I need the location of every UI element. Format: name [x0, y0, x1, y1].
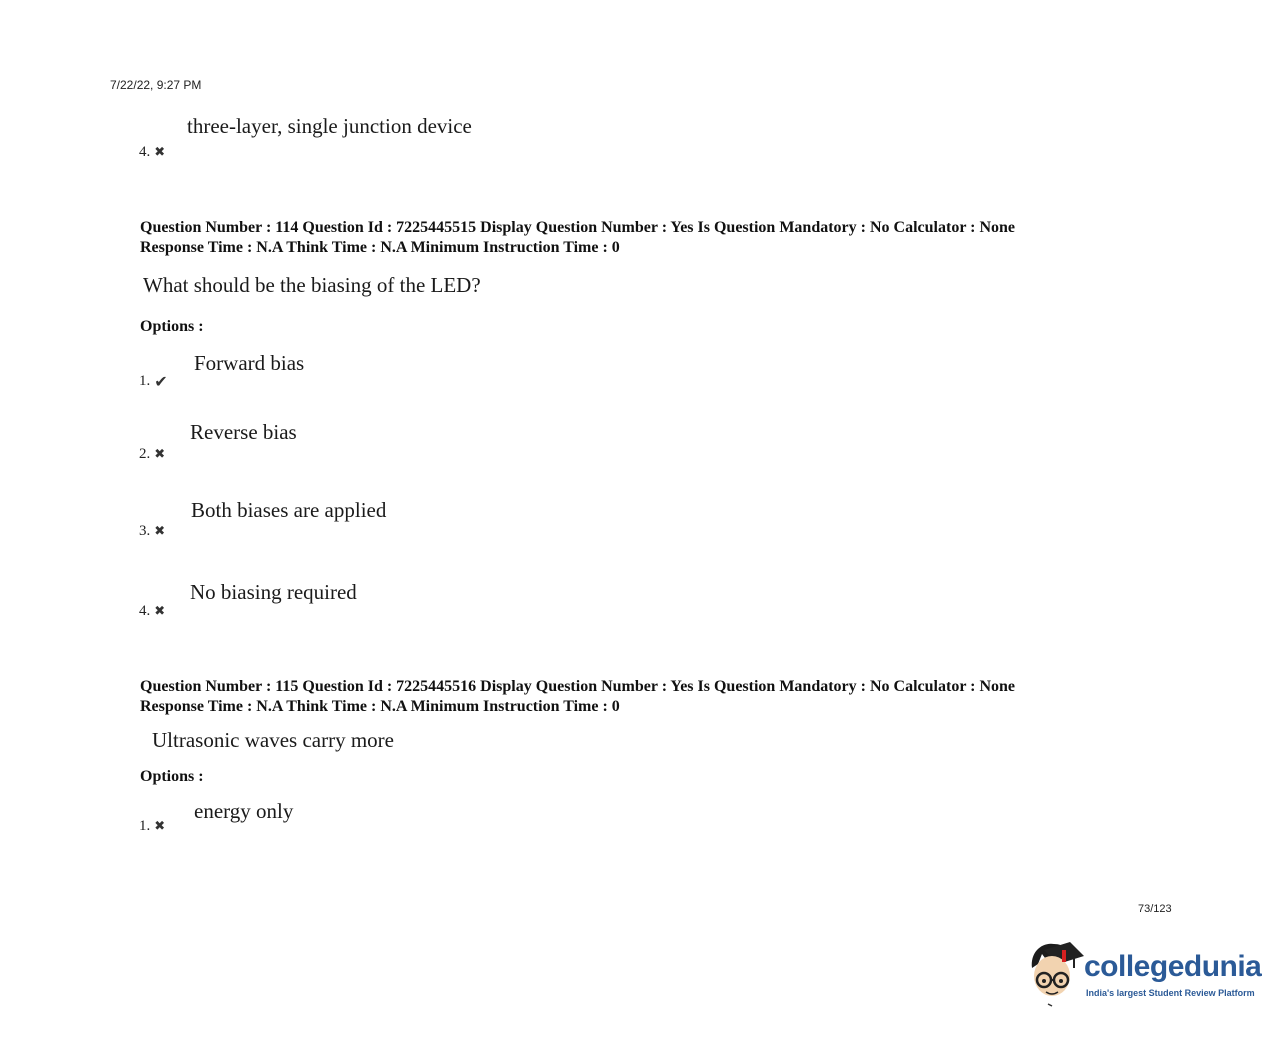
wrong-mark-icon: ✖: [154, 819, 166, 834]
option-number: [139, 372, 168, 391]
wrong-mark-icon: ✖: [154, 604, 166, 619]
print-timestamp: 7/22/22, 9:27 PM: [110, 78, 202, 92]
logo-brand-text: collegedunia: [1084, 950, 1262, 983]
logo-tagline: India's largest Student Review Platform: [1086, 988, 1255, 998]
question-text: Ultrasonic waves carry more: [152, 728, 394, 752]
option-text: Both biases are applied: [191, 498, 387, 522]
page-number: 73/123: [1138, 903, 1172, 915]
question-meta: [140, 677, 1015, 717]
option-number: [139, 523, 165, 540]
option-number: [139, 446, 165, 463]
option-text: three-layer, single junction device: [187, 114, 472, 138]
question-meta: [140, 218, 1015, 258]
correct-check-icon: ✔: [154, 372, 168, 391]
option-index: 1.: [139, 373, 151, 389]
option-text: Reverse bias: [190, 420, 297, 444]
wrong-mark-icon: ✖: [154, 524, 166, 539]
option-index: 4.: [139, 144, 151, 160]
option-index: 3.: [139, 523, 151, 539]
option-index: 4.: [139, 603, 151, 619]
question-text: What should be the biasing of the LED?: [143, 273, 481, 297]
option-index: 2.: [139, 446, 151, 462]
option-number: [139, 818, 165, 835]
options-label: Options :: [140, 768, 204, 785]
mascot-icon: [1024, 938, 1084, 1010]
question-meta-line2: Response Time : N.A Think Time : N.A Minimum Instruction Time : 0: [140, 239, 620, 256]
collegedunia-logo: [1024, 938, 1260, 1010]
options-label: Options :: [140, 318, 204, 335]
option-number: [139, 603, 165, 620]
option-index: 1.: [139, 818, 151, 834]
option-number: [139, 144, 165, 161]
wrong-mark-icon: ✖: [154, 447, 166, 462]
option-text: energy only: [194, 799, 294, 823]
option-text: Forward bias: [194, 351, 305, 375]
question-meta-line1: Question Number : 115 Question Id : 7225445516 Display Question Number : Yes Is Question Mandatory : No Calculator : None: [140, 678, 1016, 695]
wrong-mark-icon: ✖: [154, 145, 166, 160]
question-meta-line1: Question Number : 114 Question Id : 7225445515 Display Question Number : Yes Is Question Mandatory : No Calculator : None: [140, 219, 1016, 236]
question-meta-line2: Response Time : N.A Think Time : N.A Minimum Instruction Time : 0: [140, 698, 620, 715]
option-text: No biasing required: [190, 580, 357, 604]
